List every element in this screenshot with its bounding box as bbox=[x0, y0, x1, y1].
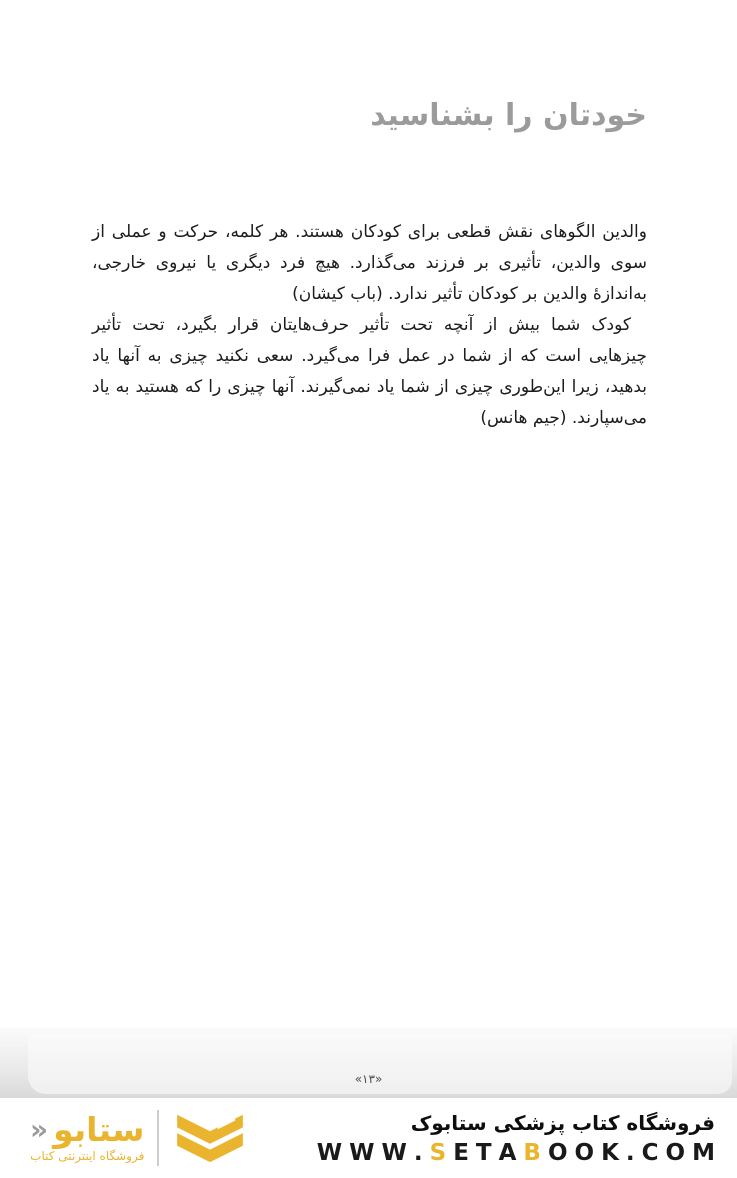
paragraph-1: والدین الگوهای نقش قطعی برای کودکان هستند. هر کلمه، حرکت و عملی از سوی والدین، تأثیری بر فرزند می‌گذارد. هیچ فرد دیگری یا نیروی خارجی، به‌اندازهٔ والدین بر کودکان تأثیر ندارد. (باب کیشان) bbox=[92, 222, 647, 304]
footer-right-block bbox=[317, 1111, 715, 1166]
logo-tagline: فروشگاه اینترنتی کتاب bbox=[30, 1149, 145, 1163]
chapter-title: خودتان را بشناسید bbox=[370, 98, 647, 133]
setabook-logo bbox=[30, 1109, 249, 1167]
logo-kaf-mark: « bbox=[30, 1112, 49, 1146]
page-number: «۱۳» bbox=[354, 1072, 383, 1086]
book-page bbox=[0, 98, 737, 1098]
logo-divider bbox=[157, 1110, 159, 1166]
double-chevron-icon bbox=[171, 1109, 249, 1167]
paragraph-2: کودک شما بیش از آنچه تحت تأثیر حرف‌هایتان قرار بگیرد، تحت تأثیر چیزهایی است که از شما در عمل فرا می‌گیرد. سعی نکنید چیزی به آنها یاد بدهید، زیرا این‌طوری چیزی از شما یاد نمی‌گیرند. آنها چیزی را که هستید به یاد می‌سپارند. (جیم هانس) bbox=[92, 315, 647, 428]
logo-wordmark-block bbox=[30, 1110, 145, 1163]
store-name: فروشگاه کتاب پزشکی ستابوک bbox=[410, 1110, 715, 1135]
footer-banner bbox=[0, 1098, 737, 1178]
logo-wordmark-row bbox=[30, 1110, 145, 1149]
chapter-body bbox=[92, 217, 647, 434]
logo-wordmark: ستابو bbox=[53, 1110, 145, 1149]
website-text: W W W . S E T A B O O K . C O M bbox=[316, 1139, 715, 1166]
